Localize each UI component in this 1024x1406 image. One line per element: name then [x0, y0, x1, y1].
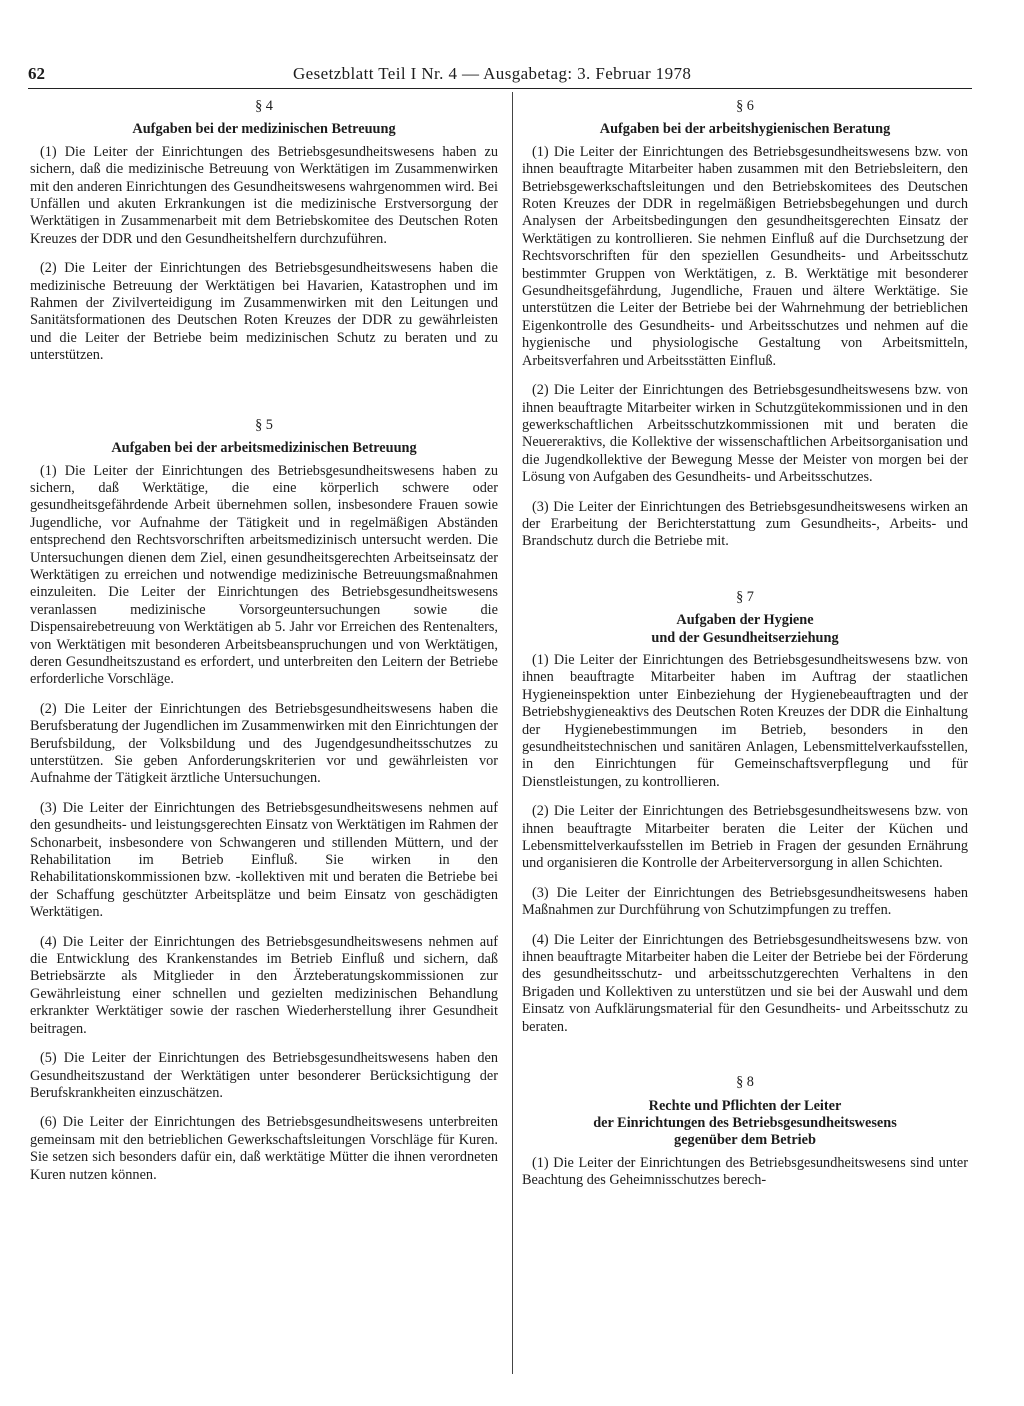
header-rule [28, 88, 972, 89]
section-5-number: § 5 [255, 416, 273, 433]
spacer [30, 377, 498, 417]
section-7-number: § 7 [736, 588, 754, 605]
section-6-number: § 6 [736, 98, 754, 114]
section-4-number: § 4 [255, 98, 273, 114]
section-5-paragraph-5: (5) Die Leiter der Einrichtungen des Betriebsgesundheitswesens haben den Gesundheitszustand der Werktätigen unter besonderer Berücksichtigung der Berufskrankheiten einzuschätzen. [30, 1050, 498, 1101]
section-5-paragraph-2: (2) Die Leiter der Einrichtungen des Betriebsgesundheitswesens haben die Berufsberatung der Jugendlichen im Zusammenwirken mit den Einrichtungen der Berufsbildung, der Volksbildung und des Jugendgesundheitsschutzes zu unterstützen. Sie geben Anforderungskriterien vor und gewährleisten vor Aufnahme der Tätigkeit ärztliche Untersuchungen. [30, 700, 498, 787]
section-4-paragraph-1: (1) Die Leiter der Einrichtungen des Betriebsgesundheitswesens haben zu sichern, daß die medizinische Betreuung von Werktätigen im Zusammenwirken mit den anderen Einrichtungen des Gesundheitswesens wahrgenommen wird. Bei Unfällen und akuten Erkrankungen ist die medizinische Erstversorgung der Werktätigen in Zusammenarbeit mit dem Betriebskomitee des Deutschen Roten Kreuzes der DDR und den Gesundheitshelfern durchzuführen. [30, 143, 498, 247]
section-4-title: Aufgaben bei der medizinischen Betreuung [132, 121, 396, 138]
section-7-title-line-1: Aufgaben der Hygiene [676, 612, 814, 629]
page-number: 62 [28, 64, 45, 83]
left-column [30, 98, 498, 1196]
section-5-paragraph-3: (3) Die Leiter der Einrichtungen des Betriebsgesundheitswesens nehmen auf den gesundheits- und leistungsgerechten Einsatz von Werktätigen im Rahmen der Schonarbeit, insbesondere von Schwangeren und stillenden Müttern, und der Rehabilitation im Betrieb Einfluß. Sie wirken in den Rehabilitationskommissionen bzw. -kollektiven mit und beraten die Betriebe bei der Schaffung geschützter Arbeitsplätze und beim Einsatz von geschädigten Werktätigen. [30, 799, 498, 921]
section-7-paragraph-2: (2) Die Leiter der Einrichtungen des Betriebsgesundheitswesens bzw. von ihnen beauftragte Mitarbeiter beraten die Leiter der Küchen und Lebensmittelverkaufsstellen im Betrieb in Fragen der gesunden Ernährung und organisieren die Kontrolle der Arbeiterversorgung in allen Schichten. [522, 803, 968, 872]
section-6-paragraph-1: (1) Die Leiter der Einrichtungen des Betriebsgesundheitswesens bzw. von ihnen beauftragte Mitarbeiter haben zusammen mit den Betriebsleitern, den Betriebsgewerkschaftsleitungen und den Betriebskomitees des Deutschen Roten Kreuzes der DDR in regelmäßigen Betriebsbegehungen und durch Analysen der Arbeitsbedingungen den gesundheitsgerechten Einsatz der Werktätigen zu kontrollieren. Sie nehmen Einfluß auf die Durchsetzung der Rechtsvorschriften für den speziellen Gesundheits- und Arbeitsschutz bestimmter Gruppen von Werktätigen, z. B. Werktätige mit besonderer Gesundheitsgefährdung, Jugendliche, Frauen und ältere Werktätige. Sie unterstützen die Leiter der Betriebe bei der Wahrnehmung der betrieblichen Eigenkontrolle des Gesundheits- und Arbeitsschutzes und nehmen auf die hygienische und physiologische Gestaltung von Arbeitsmitteln, Arbeitsverfahren und Arbeitsstätten Einfluß. [522, 143, 968, 369]
section-6-paragraph-3: (3) Die Leiter der Einrichtungen des Betriebsgesundheitswesens wirken an der Erarbeitung der Berichterstattung zum Gesundheits-, Arbeits- und Brandschutz durch die Betriebe mit. [522, 498, 968, 550]
section-5-title: Aufgaben bei der arbeitsmedizinischen Betreuung [111, 440, 417, 457]
section-8-paragraph-1: (1) Die Leiter der Einrichtungen des Betriebsgesundheitswesens sind unter Beachtung des Geheimnisschutzes berech- [522, 1154, 968, 1189]
spacer [522, 563, 968, 589]
section-7-paragraph-3: (3) Die Leiter der Einrichtungen des Betriebsgesundheitswesens haben Maßnahmen zur Durchführung von Schutzimpfungen zu treffen. [522, 884, 968, 919]
spacer [522, 1048, 968, 1074]
right-column [522, 98, 968, 1202]
section-8-number: § 8 [736, 1074, 754, 1091]
section-7-paragraph-1: (1) Die Leiter der Einrichtungen des Betriebsgesundheitswesens bzw. von ihnen beauftragte Mitarbeiter haben im Auftrag der staatlichen Hygieneinspektion unter Einbeziehung der Hygienebeauftragten und der Betriebshygieneaktivs des Deutschen Roten Kreuzes der DDR die Einhaltung der Hygienebestimmungen im Betrieb, besonders in den gesundheitstechnischen und sanitären Anlagen, Lebensmittelverkaufsstellen, in den Einrichtungen für Gemeinschaftsverpflegung und für Dienstleistungen, zu kontrollieren. [522, 651, 968, 790]
column-divider [512, 92, 513, 1374]
section-6-paragraph-2: (2) Die Leiter der Einrichtungen des Betriebsgesundheitswesens bzw. von ihnen beauftragte Mitarbeiter wirken in Schutzgütekommissionen und in den gewerkschaftlichen Arbeitsschutzkommissionen mit und beraten die Neuereraktivs, die Kollektive der wissenschaftlichen Arbeitsorganisation und die Jugendkollektive der Bewegung Messe der Meister von morgen bei der Lösung von Aufgaben des Gesundheits- und Arbeitsschutzes. [522, 382, 968, 486]
section-8-title-line-2: der Einrichtungen des Betriebsgesundheitswesens [593, 1114, 897, 1131]
section-7-paragraph-4: (4) Die Leiter der Einrichtungen des Betriebsgesundheitswesens bzw. von ihnen beauftragte Mitarbeiter haben die Leiter der Betriebe bei der Förderung des gesundheitsschutz- und arbeitsschutzgerechten Verhaltens in den Brigaden und Kollektiven zu unterstützen und sie bei der Auswahl und dem Einsatz von Aufklärungsmaterial für den Gesundheits- und Arbeitsschutz zu beraten. [522, 931, 968, 1035]
section-5-paragraph-4: (4) Die Leiter der Einrichtungen des Betriebsgesundheitswesens nehmen auf die Entwicklung des Krankenstandes im Betrieb Einfluß und sichern, daß Betriebsärzte als Mitglieder in den Ärzteberatungskommissionen zur Gewährleistung einer schnellen und gezielten medizinischen Behandlung erkrankter Werktätiger sowie der raschen Wiederherstellung ihrer Gesundheit beitragen. [30, 933, 498, 1037]
page-header [28, 64, 972, 88]
section-7-title [522, 612, 968, 647]
running-head: Gesetzblatt Teil I Nr. 4 — Ausgabetag: 3. Februar 1978 [293, 64, 692, 83]
section-7-title-line-2: und der Gesundheitserziehung [651, 629, 839, 646]
section-4-paragraph-2: (2) Die Leiter der Einrichtungen des Betriebsgesundheitswesens haben die medizinische Betreuung der Werktätigen bei Havarien, Katastrophen und im Rahmen der Zivilverteidigung im Zusammenwirken mit den Leitungen und Sanitätsformationen des Deutschen Roten Kreuzes der DDR zu gewährleisten und die Leiter der Betriebe beim medizinischen Schutz zu beraten und zu unterstützen. [30, 260, 498, 364]
section-8-title-line-1: Rechte und Pflichten der Leiter [648, 1097, 842, 1114]
section-8-title [522, 1098, 968, 1150]
section-8-title-line-3: gegenüber dem Betrieb [674, 1132, 816, 1149]
section-5-paragraph-1: (1) Die Leiter der Einrichtungen des Betriebsgesundheitswesens haben zu sichern, daß Werktätige, die eine körperlich schwere oder gesundheitsgefährdende Arbeit übernehmen sollen, insbesondere Frauen sowie Jugendliche, vor Aufnahme der Tätigkeit und in regelmäßigen Abständen entsprechend den Rechtsvorschriften arbeitsmedizinisch untersucht werden. Die Untersuchungen dienen dem Ziel, einen gesundheitsgerechten Arbeitseinsatz der Werktätigen zu erreichen und notwendige medizinische Betreuungsmaßnahmen einzuleiten. Die Leiter der Einrichtungen des Betriebsgesundheitswesens veranlassen medizinische Vorsorgeuntersuchungen sowie die Dispensairebetreuung von Werktätigen ab 5. Jahr vor Erreichen des Rentenalters, von Werktätigen mit besonderen Arbeitsbeanspruchungen und von Werktätigen, deren Gesundheitszustand es erfordert, und unterbreiten den Leitern der Betriebe erforderliche Vorschläge. [30, 462, 498, 688]
section-6-title: Aufgaben bei der arbeitshygienischen Beratung [599, 121, 891, 138]
section-5-paragraph-6: (6) Die Leiter der Einrichtungen des Betriebsgesundheitswesens unterbreiten gemeinsam mit den betrieblichen Gewerkschaftsleitungen Vorschläge für Kuren. Sie setzen sich besonders dafür ein, daß werktätige Mütter die ihnen verordneten Kuren nutzen können. [30, 1114, 498, 1183]
